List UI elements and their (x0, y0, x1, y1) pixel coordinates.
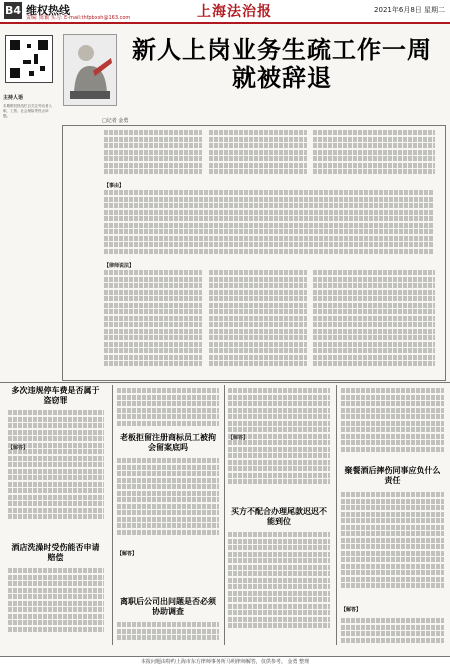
main-headline: 新人上岗业务生疏工作一周就被辞退 (132, 35, 432, 92)
subhead-injury: 聚餐酒后摔伤同事应负什么责任 (344, 465, 441, 485)
qr-code (5, 35, 53, 83)
article-byline: □记者 金勇 (102, 118, 129, 124)
lawyer-text-column-1 (104, 270, 202, 373)
answer-label-3: 【解答】 (228, 435, 249, 441)
article-photo (63, 34, 117, 106)
lawyer-opinion-label: 【律师说法】 (104, 263, 135, 269)
page-header (0, 0, 450, 24)
answer-label-2: 【解答】 (117, 551, 138, 557)
page-footer: 本报问题由特约上海市东方律师事务所马明律师解答，仅供参考。 金勇 整理 (0, 656, 450, 668)
subhead-property: 买方不配合办理尾款迟迟不能到位 (231, 506, 327, 526)
column-divider-3 (336, 385, 337, 645)
lower-article-1-text (8, 410, 104, 535)
lower-article-8-text (341, 388, 444, 458)
issue-date: 2021年6月8日 星期二 (374, 6, 445, 14)
left-sidebar (3, 94, 55, 264)
subhead-hotel: 酒店洗澡时受伤能否申请赔偿 (11, 542, 100, 562)
answer-label-4: 【解答】 (341, 607, 362, 613)
lower-section-divider (0, 382, 450, 383)
lower-article-9-text (341, 492, 444, 600)
page-number: B4 (4, 4, 22, 17)
column-divider-1 (112, 385, 113, 645)
editor-contact: 责编: 陈颖 实习: E-mail:thfpbxsh@163.com (26, 15, 131, 21)
lawyer-text-column-2 (209, 270, 307, 373)
lower-article-7-text (228, 532, 330, 643)
section-title: 维权热线 (26, 5, 70, 17)
newspaper-masthead: 上海法治报 (197, 4, 272, 20)
main-article-column-1 (104, 130, 202, 178)
subhead-trademark: 老板拒留注册商标员工被拘会留案底吗 (120, 432, 216, 452)
subhead-parking: 多次违规停车费是否属于盗窃罪 (11, 385, 100, 405)
answer-label-1: 【解答】 (8, 445, 29, 451)
sidebar-text: 本期维权热线栏目关注劳动者入职、工资、社会保险等热点问题。 (3, 104, 52, 118)
person-illustration-icon (64, 35, 116, 105)
lower-article-3-text (117, 388, 219, 427)
main-article-column-2 (209, 130, 307, 178)
lower-article-10-text (341, 618, 444, 643)
event-label: 【事由】 (104, 183, 125, 189)
lawyer-text-column-3 (313, 270, 435, 373)
sidebar-title: 主持人语 (3, 95, 24, 101)
lower-article-6-text (228, 388, 330, 498)
column-divider-2 (224, 385, 225, 645)
event-text (104, 190, 434, 256)
lower-article-5-text (117, 622, 219, 644)
subhead-resignation: 离职后公司出问题是否必须协助调查 (120, 596, 216, 616)
main-article-column-3 (313, 130, 435, 178)
lower-article-4-text (117, 458, 219, 542)
lower-article-2-text (8, 568, 104, 642)
